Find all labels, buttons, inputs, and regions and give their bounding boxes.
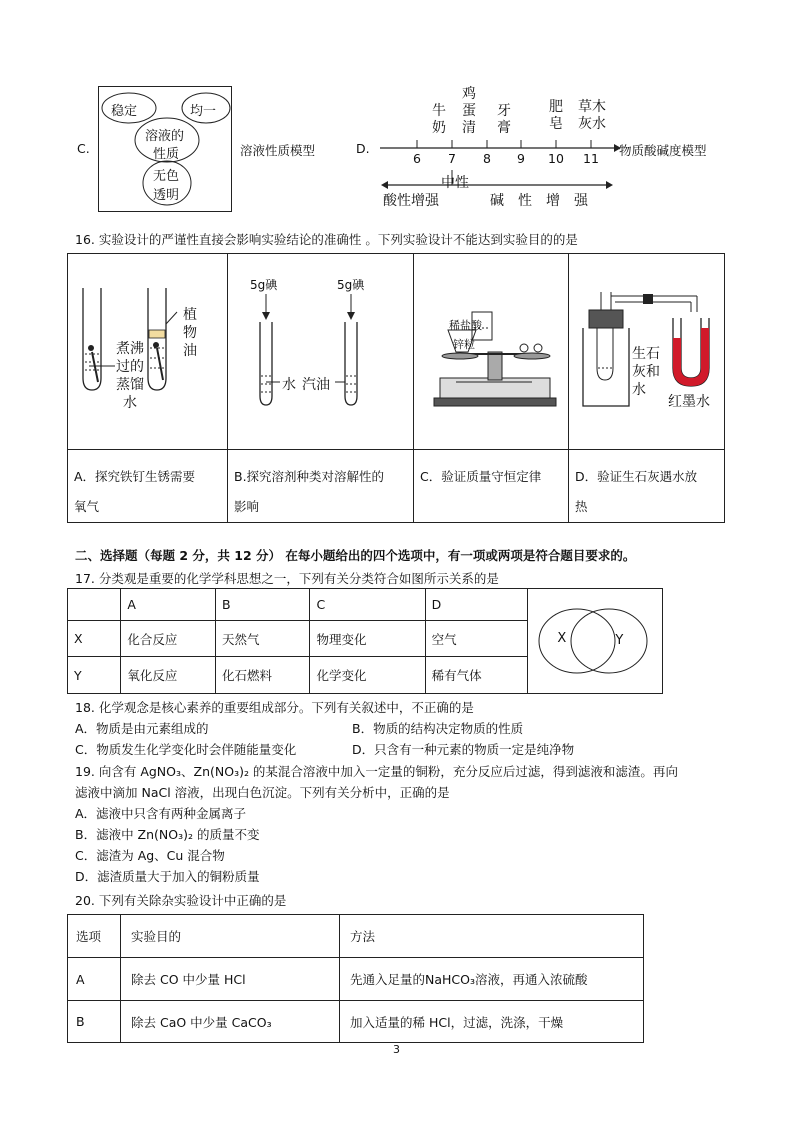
q15c-bubble-center-1: 溶液的 [145,129,185,144]
q15d-label-soap: 肥 皂 [549,99,563,132]
q16-vline-1 [227,253,228,523]
q15d-caption: 物质酸碱度模型 [619,143,707,158]
q15d-label-toothpaste: 牙 膏 [497,103,511,136]
q16-fig-c-acid: 稀盐酸 [449,319,482,332]
q17-row-x-b: 天然气 [215,621,310,657]
q18-option-a: A．物质是由元素组成的 [75,721,209,736]
q16-fig-c-zinc: 锌粒 [453,338,475,351]
page-number: 3 [393,1043,400,1056]
q15d-base: 碱 性 增 强 [490,193,588,209]
q20-row-b-option: B [68,1001,121,1043]
q19-option-a: A．滤液中只含有两种金属离子 [75,806,247,821]
q15c-bubble-transparent: 透明 [153,188,180,203]
q17-venn-cell [528,589,663,694]
q17-row-y-label: Y [68,657,121,694]
q20-table [67,914,644,1043]
q19-option-d: D．滤渣质量大于加入的铜粉质量 [75,869,260,884]
q17-row-y-c: 化学变化 [310,657,425,694]
q20-row-a-option: A [68,958,121,1001]
q20-stem: 20. 下列有关除杂实验设计中正确的是 [75,893,287,908]
q20-row-b-method: 加入适量的稀 HCl，过滤，洗涤，干燥 [340,1001,644,1043]
q17-row-x-label: X [68,621,121,657]
q17-row-y-b: 化石燃料 [215,657,310,694]
q20-header-option: 选项 [68,915,121,958]
q17-header-d: D [425,589,528,621]
q18-stem: 18. 化学观念是核心素养的重要组成部分。下列有关叙述中，不正确的是 [75,700,474,715]
q16-stem: 16. 实验设计的严谨性直接会影响实验结论的准确性 。下列实验设计不能达到实验目的的是 [75,232,578,247]
q20-row-b-goal: 除去 CaO 中少量 CaCO₃ [121,1001,340,1043]
q19-option-c: C．滤渣为 Ag、Cu 混合物 [75,848,225,863]
q17-row-x-d: 空气 [425,621,528,657]
q19-option-b: B．滤液中 Zn(NO₃)₂ 的质量不变 [75,827,260,842]
q16-fig-a-oil-label: 植 物 油 [183,307,197,359]
q16-vline-3 [568,253,569,523]
q17-row-y-a: 氧化反应 [121,657,216,694]
q16-option-b: B.探究溶剂种类对溶解性的 影响 [234,469,385,514]
q16-fig-a-water-label: 煮沸 过的 蒸馏 水 [116,341,144,411]
q18-option-b: B．物质的结构决定物质的性质 [352,721,524,736]
q15c-letter: C. [77,141,90,156]
q16-vline-2 [413,253,414,523]
q17-venn-y: Y [615,633,624,648]
q16-fig-b-iodine-1: 5g碘 [250,278,278,292]
q15c-bubble-stable: 稳定 [111,104,138,119]
q15d-label-egg: 鸡 蛋 清 [462,86,476,136]
q15c-caption: 溶液性质模型 [240,143,316,158]
q16-fig-a-test-tubes [75,282,225,407]
q16-hline [67,449,725,450]
q20-row-a-method: 先通入足量的NaHCO₃溶液，再通入浓硫酸 [340,958,644,1001]
q16-fig-b-iodine-2: 5g碘 [337,278,365,292]
q17-row-x-c: 物理变化 [310,621,425,657]
q16-fig-b-gasoline: 汽油 [302,377,330,393]
q16-option-a: A．探究铁钉生锈需要 氧气 [74,469,196,514]
q17-header-b: B [215,589,310,621]
q19-stem-1: 19. 向含有 AgNO₃、Zn(NO₃)₂ 的某混合溶液中加入一定量的铜粉，充分反应后过滤，得到滤液和滤渣。再向 [75,764,678,779]
q18-option-c: C．物质发生化学变化时会伴随能量变化 [75,742,297,757]
q15c-bubble-colorless: 无色 [153,169,180,184]
q15d-letter: D. [356,141,370,156]
q15d-neutral: 中性 [441,175,469,191]
q15c-bubble-center-2: 性质 [153,147,180,162]
q17-header-a: A [121,589,216,621]
q17-stem: 17. 分类观是重要的化学学科思想之一，下列有关分类符合如图所示关系的是 [75,571,499,586]
q16-option-c: C．验证质量守恒定律 [420,469,542,484]
q18-option-d: D．只含有一种元素的物质一定是纯净物 [352,742,575,757]
q15d-tick-9: 9 [517,151,525,166]
q20-header-method: 方法 [340,915,644,958]
q20-row-a-goal: 除去 CO 中少量 HCl [121,958,340,1001]
q16-fig-d-lime-label: 生石 灰和 水 [632,346,660,398]
q16-option-d: D．验证生石灰遇水放 热 [575,469,698,514]
q17-header-c: C [310,589,425,621]
q15d-acid: 酸性增强 [383,193,439,209]
q16-fig-c-balance [420,300,565,410]
q17-venn-x: X [557,631,567,646]
q15d-tick-11: 11 [583,151,599,166]
q15c-bubble-uniform: 均一 [190,104,217,119]
q19-stem-2: 滤液中滴加 NaCl 溶液，出现白色沉淀。下列有关分析中，正确的是 [75,785,450,800]
q16-fig-d-ink: 红墨水 [668,394,710,410]
q15d-tick-8: 8 [483,151,491,166]
q15d-tick-7: 7 [448,151,456,166]
q17-venn-diagram [529,591,657,691]
q17-row-x-a: 化合反应 [121,621,216,657]
q15d-label-ash: 草木 灰水 [578,99,606,132]
q15d-tick-10: 10 [548,151,564,166]
q17-row-y-d: 稀有气体 [425,657,528,694]
section-2-title: 二、选择题（每题 2 分，共 12 分） 在每小题给出的四个选项中，有一项或两项是符合题目要求的。 [75,548,636,563]
q17-table [67,588,663,694]
q17-header-blank [68,589,121,621]
q15d-tick-6: 6 [413,151,421,166]
q16-fig-b-water: 水 [282,377,296,393]
q15d-label-milk: 牛 奶 [432,103,446,136]
q20-header-goal: 实验目的 [121,915,340,958]
